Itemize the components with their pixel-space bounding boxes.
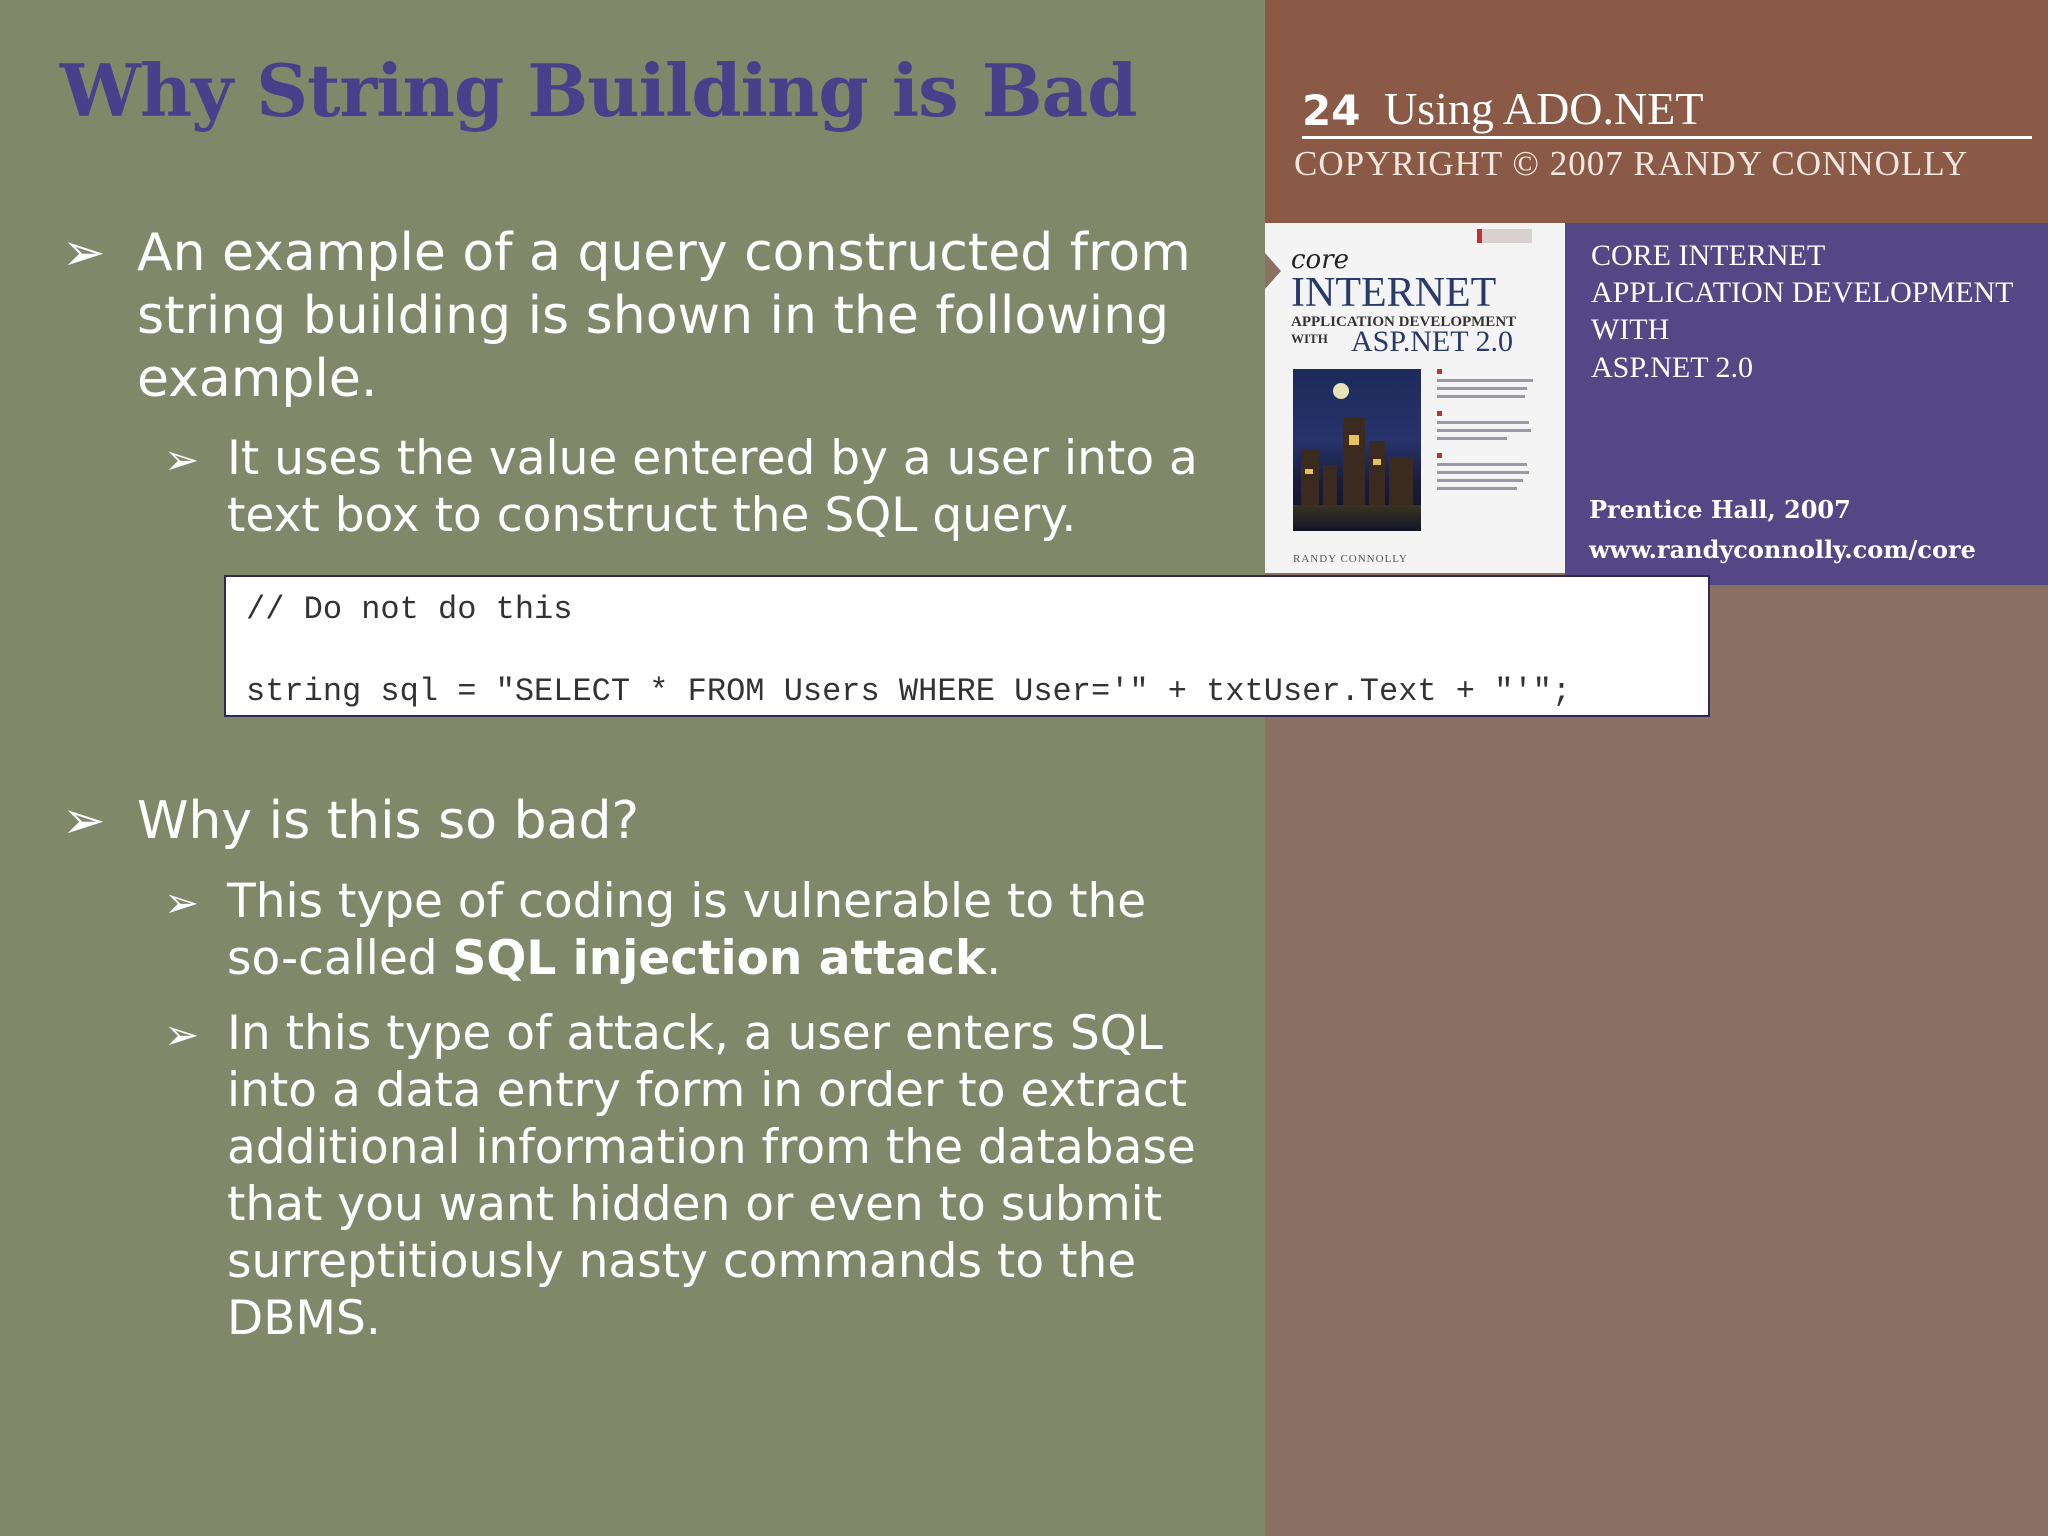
cover-internet-text: INTERNET: [1291, 270, 1497, 316]
blurb-line: [1437, 429, 1531, 432]
city-skyline-photo: [1293, 369, 1421, 531]
moon-shape: [1333, 383, 1349, 399]
blurb-line: [1437, 437, 1507, 440]
cover-with-text: WITH: [1291, 331, 1328, 346]
blurb-marker: [1437, 369, 1442, 374]
light-shape: [1349, 435, 1359, 445]
arrow-bullet-icon: ➢: [62, 223, 106, 283]
sub-bullet-point: [227, 873, 1227, 987]
sub-bullet-text: This type of coding is vulnerable to the so-called: [227, 874, 1147, 986]
blurb-line: [1437, 421, 1529, 424]
building-shape: [1301, 449, 1319, 505]
blurb-line: [1437, 479, 1523, 482]
publisher-logo: [1477, 229, 1532, 243]
header-divider: [1302, 136, 2032, 139]
building-shape: [1389, 457, 1413, 505]
book-url: www.randyconnolly.com/core: [1589, 535, 1976, 564]
sub-bullet-point: It uses the value entered by a user into a text box to construct the SQL query.: [227, 431, 1198, 543]
book-cover-image: [1265, 223, 1565, 573]
slide-title: Why String Building is Bad: [60, 48, 1137, 133]
cover-author-text: RANDY CONNOLLY: [1293, 553, 1408, 565]
building-shape: [1343, 417, 1365, 505]
cover-aspnet-text: ASP.NET 2.0: [1351, 325, 1513, 358]
arrow-bullet-icon: ➢: [62, 791, 106, 851]
book-title-line: CORE INTERNET: [1591, 239, 1826, 272]
blurb-marker: [1437, 453, 1442, 458]
course-title: Using ADO.NET: [1384, 83, 1704, 134]
cover-core-text: core: [1291, 245, 1350, 275]
bullet-point: Why is this so bad?: [137, 791, 640, 851]
cover-app-dev-text: APPLICATION DEVELOPMENT: [1291, 314, 1517, 330]
blurb-line: [1437, 471, 1529, 474]
blurb-line: [1437, 379, 1533, 382]
blurb-line: [1437, 395, 1525, 398]
bullet-point: An example of a query constructed from string building is shown in the following example.: [137, 223, 1191, 409]
sub-bullet-text: .: [986, 931, 1002, 986]
book-info-panel: [1565, 223, 2048, 585]
blurb-line: [1437, 463, 1527, 466]
code-comment: // Do not do this: [246, 591, 573, 628]
slide-number: 24: [1302, 86, 1361, 135]
copyright-notice: COPYRIGHT © 2007 RANDY CONNOLLY: [1294, 144, 1969, 183]
blurb-line: [1437, 387, 1527, 390]
sql-injection-term: SQL injection attack: [452, 931, 987, 986]
building-shape: [1369, 441, 1385, 505]
blurb-marker: [1437, 411, 1442, 416]
light-shape: [1305, 469, 1313, 474]
book-title-line: ASP.NET 2.0: [1591, 351, 1753, 384]
code-statement: string sql = "SELECT * FROM Users WHERE User='" + txtUser.Text + "'";: [246, 673, 1572, 710]
book-title-line: WITH: [1591, 313, 1670, 346]
water-shape: [1293, 505, 1421, 531]
code-sample-box: [224, 575, 1710, 717]
arrow-bullet-icon: ➢: [164, 878, 200, 927]
light-shape: [1373, 459, 1381, 465]
arrow-bullet-icon: ➢: [164, 1010, 200, 1059]
sub-bullet-point: In this type of attack, a user enters SQL into a data entry form in order to extract additional information from the database that you want hidden or even to submit surreptitiously nasty commands to the DBMS.: [227, 1006, 1196, 1346]
building-shape: [1323, 465, 1337, 505]
blurb-line: [1437, 487, 1517, 490]
arrow-bullet-icon: ➢: [164, 435, 200, 484]
book-title-line: APPLICATION DEVELOPMENT: [1591, 276, 2014, 309]
cover-tab-shape: [1265, 253, 1281, 289]
book-publisher: Prentice Hall, 2007: [1589, 495, 1851, 524]
